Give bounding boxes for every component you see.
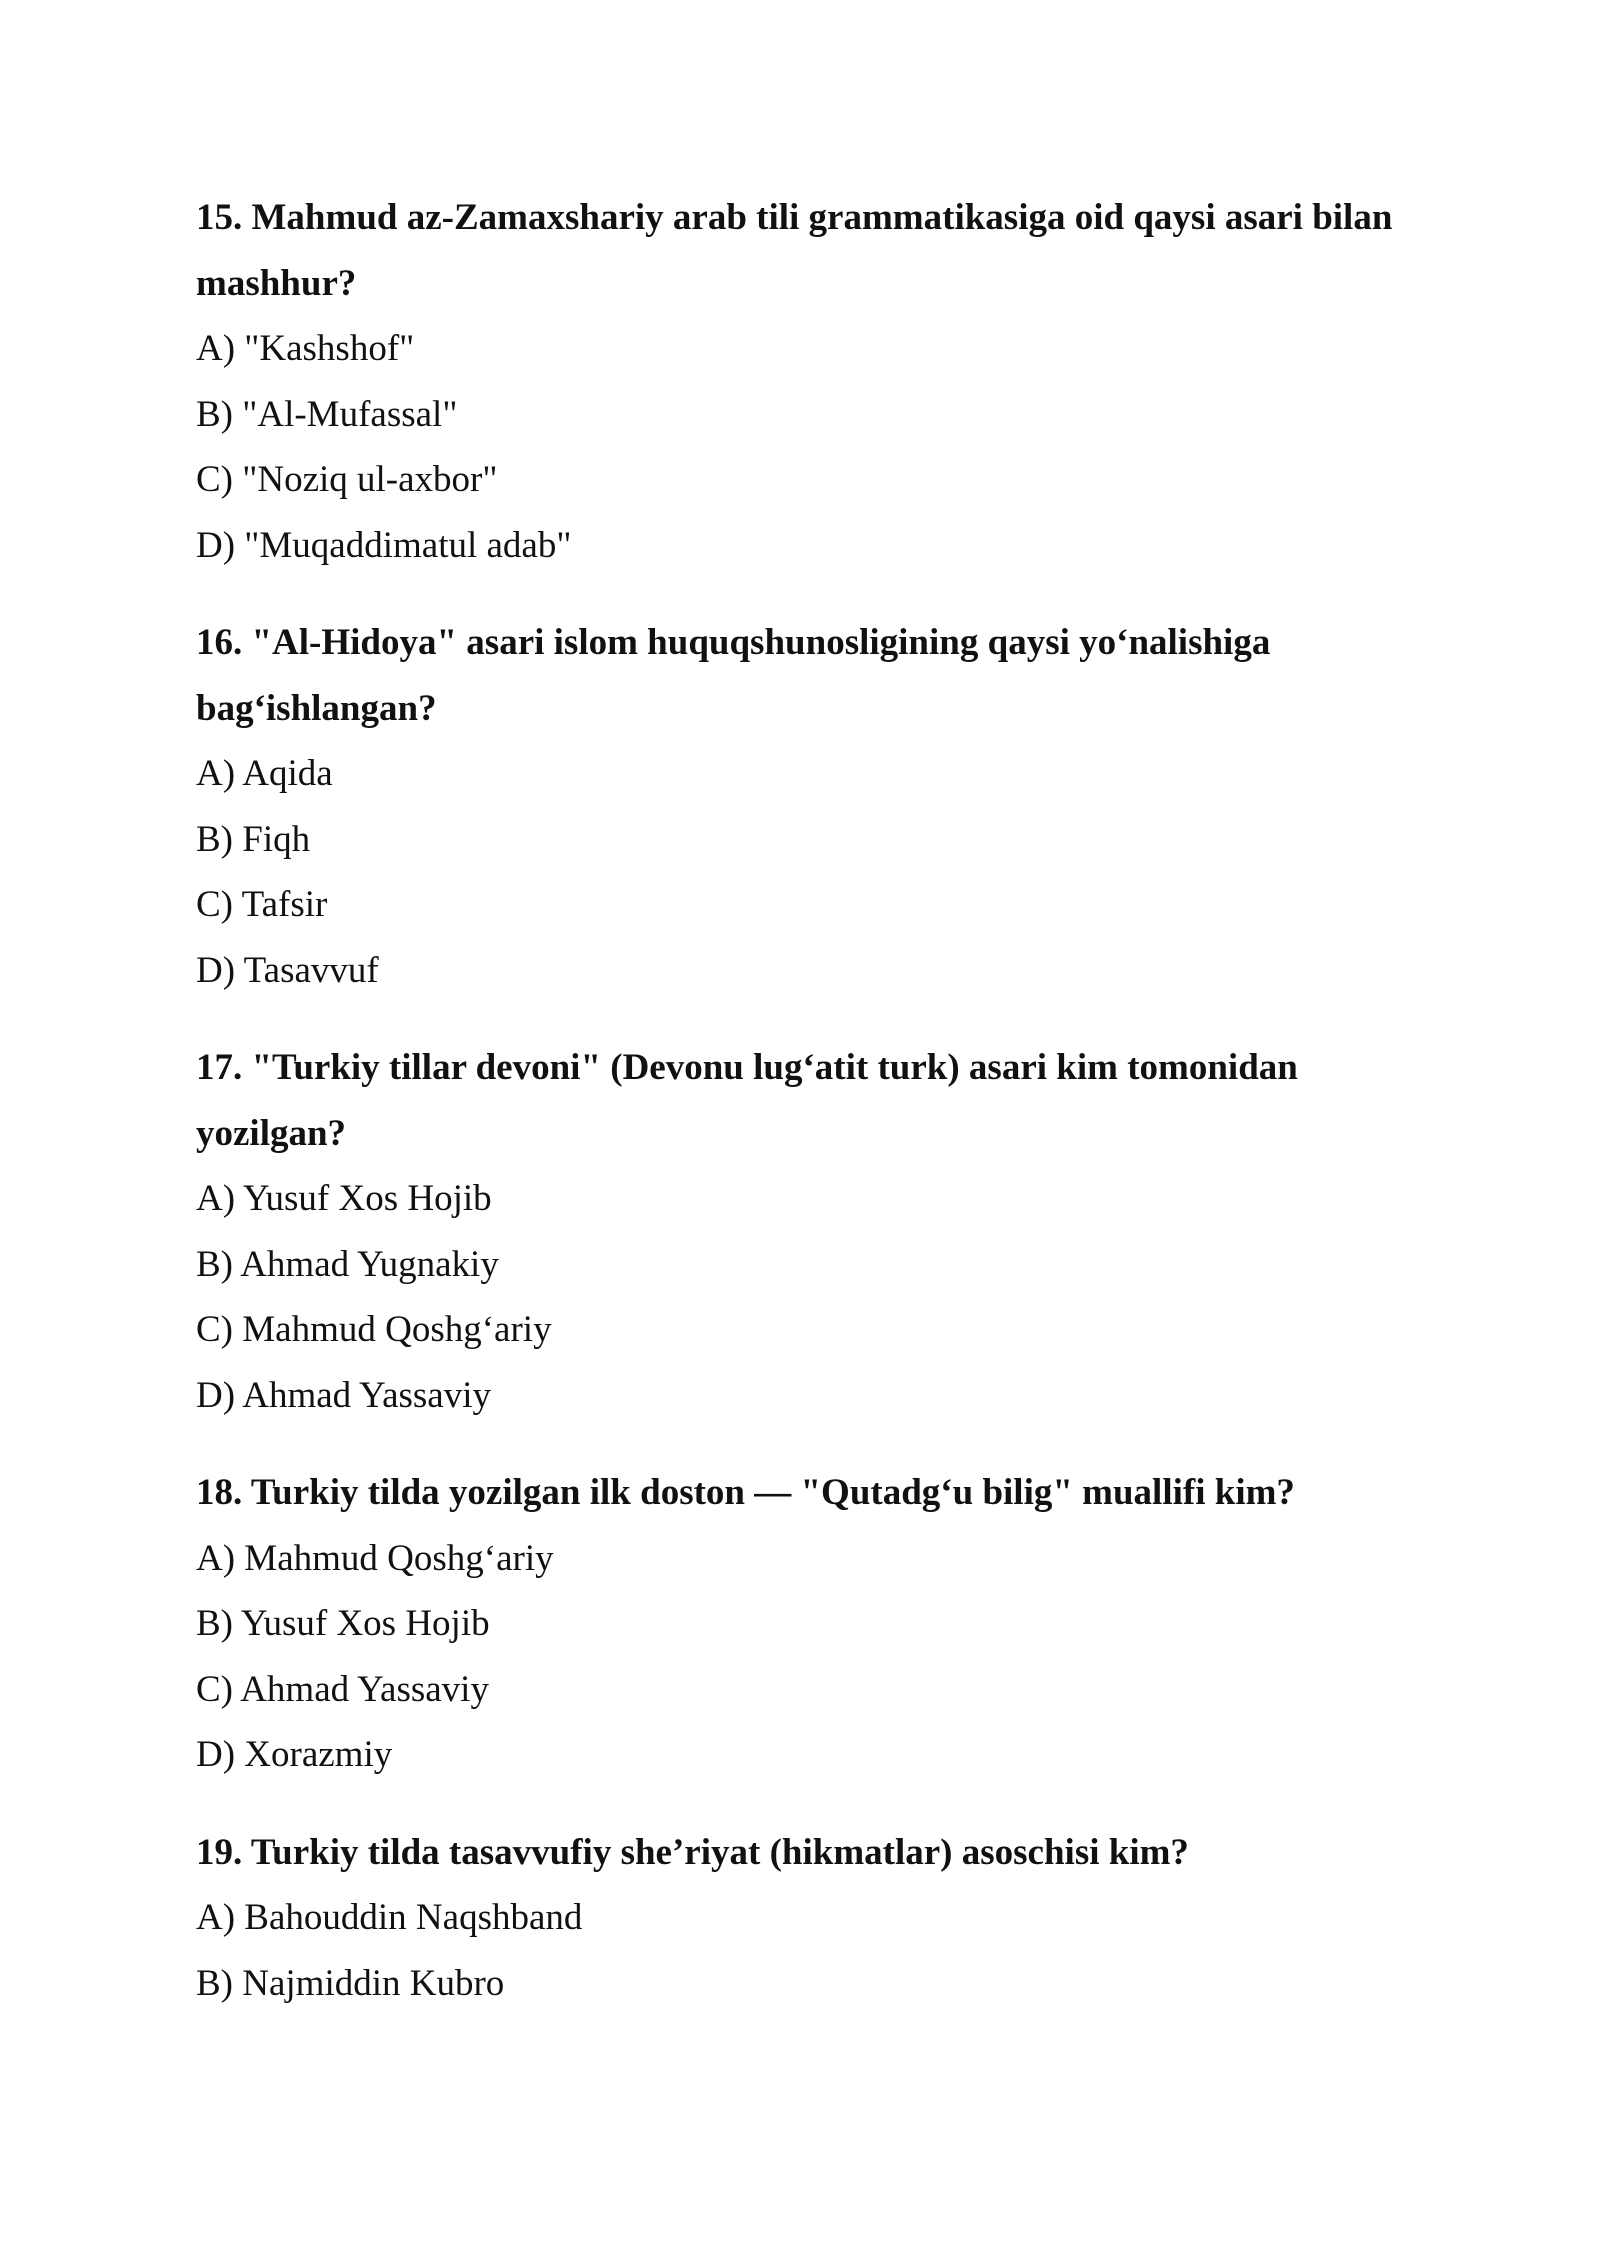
option-c: C) "Noziq ul-axbor" — [196, 459, 498, 500]
question-text: 17. "Turkiy tillar devoni" (Devonu lug‘atit turk) asari kim tomonidan yozilgan? — [196, 1047, 1298, 1154]
document-page — [196, 185, 1436, 2048]
question-19 — [196, 1820, 1436, 2017]
question-17 — [196, 1035, 1436, 1428]
question-text: 16. "Al-Hidoya" asari islom huquqshunosligining qaysi yo‘nalishiga bag‘ishlangan? — [196, 622, 1271, 729]
option-b: B) Najmiddin Kubro — [196, 1962, 505, 2004]
option-c: C) Tafsir — [196, 884, 328, 925]
option-d: D) "Muqaddimatul adab" — [196, 524, 572, 566]
option-a: A) Mahmud Qoshg‘ariy — [196, 1537, 554, 1579]
question-text: 19. Turkiy tilda tasavvufiy she’riyat (hikmatlar) asoschisi kim? — [196, 1831, 1189, 1873]
question-16 — [196, 610, 1436, 1003]
option-b: B) "Al-Mufassal" — [196, 393, 458, 435]
option-a: A) Aqida — [196, 753, 333, 794]
option-a: A) Bahouddin Naqshband — [196, 1897, 583, 1938]
option-c: C) Ahmad Yassaviy — [196, 1668, 489, 1710]
option-b: B) Fiqh — [196, 818, 311, 860]
option-d: D) Tasavvuf — [196, 949, 379, 991]
question-18 — [196, 1460, 1436, 1788]
question-text: 18. Turkiy tilda yozilgan ilk doston — "Qutadg‘u bilig" muallifi kim? — [196, 1472, 1295, 1513]
question-text: 15. Mahmud az-Zamaxshariy arab tili grammatikasiga oid qaysi asari bilan mashhur? — [196, 197, 1393, 304]
question-15 — [196, 185, 1436, 578]
option-b: B) Yusuf Xos Hojib — [196, 1603, 490, 1644]
option-a: A) "Kashshof" — [196, 328, 415, 369]
option-d: D) Xorazmiy — [196, 1734, 393, 1775]
option-a: A) Yusuf Xos Hojib — [196, 1178, 492, 1219]
option-d: D) Ahmad Yassaviy — [196, 1374, 491, 1416]
option-c: C) Mahmud Qoshg‘ariy — [196, 1309, 552, 1350]
option-b: B) Ahmad Yugnakiy — [196, 1243, 499, 1285]
